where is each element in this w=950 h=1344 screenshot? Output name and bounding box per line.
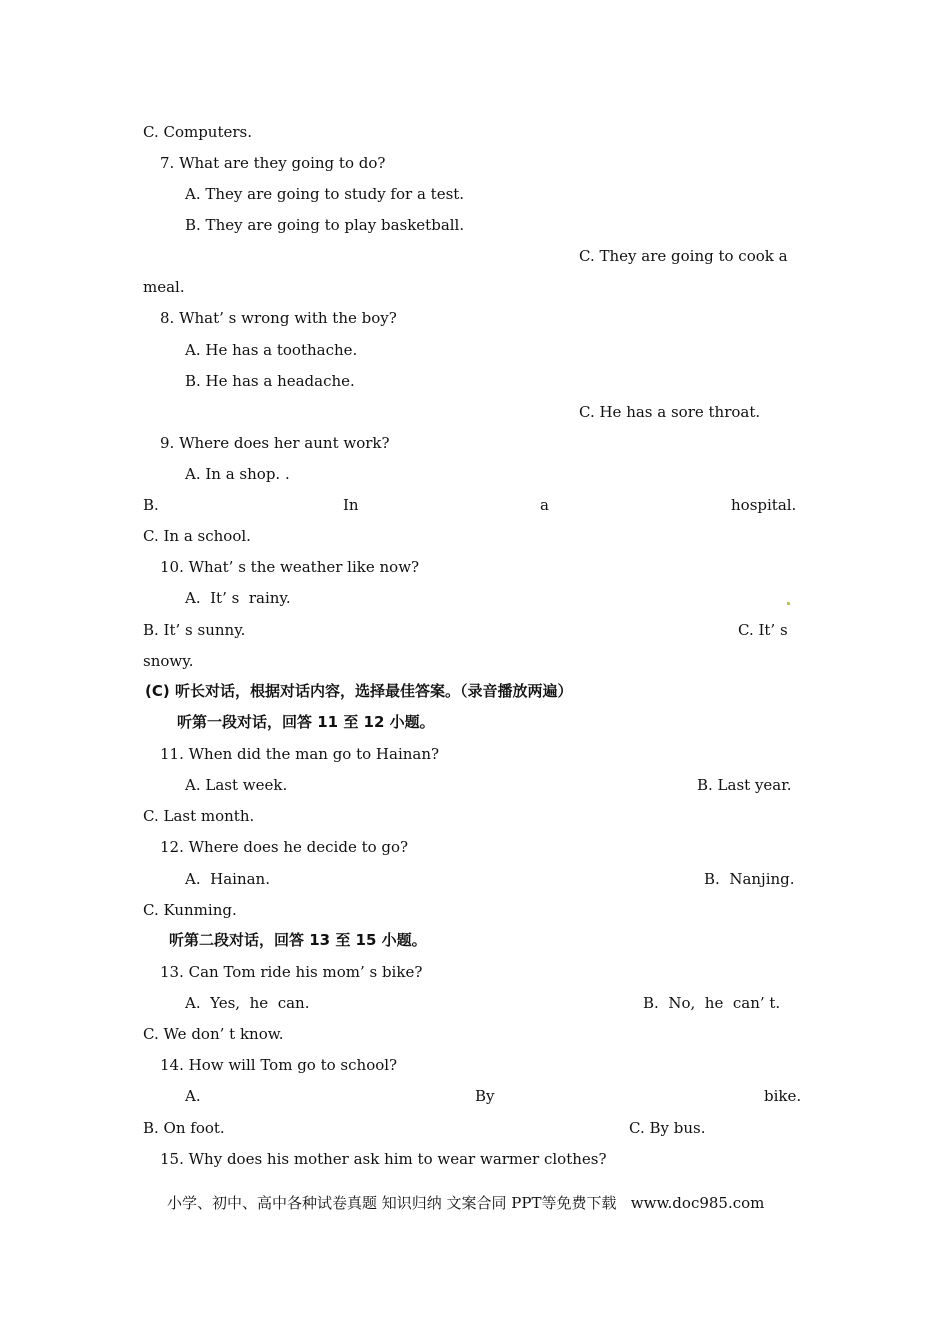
option-a: A. They are going to study for a test. — [185, 185, 465, 203]
option-b: B. It’ s sunny. — [143, 621, 246, 639]
option-b-label: B. — [143, 496, 159, 514]
option-c-continued: snowy. — [143, 652, 194, 670]
question-15: 15. Why does his mother ask him to wear warmer clothes? — [160, 1150, 607, 1168]
question-14: 14. How will Tom go to school? — [160, 1056, 398, 1074]
question-9: 9. Where does her aunt work? — [160, 434, 390, 452]
question-10: 10. What’ s the weather like now? — [160, 558, 420, 576]
dialogue-1-instruction: 听第一段对话，回答 11 至 12 小题。 — [177, 713, 435, 731]
stray-dot — [787, 602, 790, 605]
option-b-word: hospital. — [731, 496, 797, 514]
option-b: B. No, he can’ t. — [643, 994, 781, 1012]
option-a: A. He has a toothache. — [185, 341, 358, 359]
option-b: B. Nanjing. — [704, 870, 795, 888]
question-12: 12. Where does he decide to go? — [160, 838, 409, 856]
option-b-word: a — [540, 496, 549, 514]
option-c: C. It’ s — [738, 621, 788, 639]
option-c: C. In a school. — [143, 527, 251, 545]
option-a: A. Yes, he can. — [185, 994, 310, 1012]
option-a: A. Last week. — [185, 776, 288, 794]
option-c: C. Last month. — [143, 807, 255, 825]
option-a-word: bike. — [764, 1087, 802, 1105]
question-8: 8. What’ s wrong with the boy? — [160, 309, 397, 327]
option-c: C. They are going to cook a — [579, 247, 788, 265]
option-c: C. Computers. — [143, 123, 253, 141]
option-c: C. He has a sore throat. — [579, 403, 761, 421]
question-7: 7. What are they going to do? — [160, 154, 386, 172]
option-c: C. We don’ t know. — [143, 1025, 284, 1043]
option-c: C. Kunming. — [143, 901, 237, 919]
option-c-continued: meal. — [143, 278, 185, 296]
option-b: B. They are going to play basketball. — [185, 216, 465, 234]
option-a: A. It’ s rainy. — [185, 589, 291, 607]
section-c-heading: (C) 听长对话，根据对话内容，选择最佳答案。（录音播放两遍） — [145, 682, 573, 700]
option-a-word: By — [475, 1087, 495, 1105]
option-c: C. By bus. — [629, 1119, 706, 1137]
option-a: A. In a shop. . — [185, 465, 290, 483]
option-b: B. Last year. — [697, 776, 792, 794]
option-a: A. Hainan. — [185, 870, 270, 888]
question-11: 11. When did the man go to Hainan? — [160, 745, 440, 763]
question-13: 13. Can Tom ride his mom’ s bike? — [160, 963, 423, 981]
option-b-word: In — [343, 496, 359, 514]
option-b: B. He has a headache. — [185, 372, 355, 390]
page-footer: 小学、初中、高中各种试卷真题 知识归纳 文案合同 PPT等免费下载 www.doc985.com — [167, 1194, 765, 1212]
option-b: B. On foot. — [143, 1119, 225, 1137]
dialogue-2-instruction: 听第二段对话，回答 13 至 15 小题。 — [169, 931, 427, 949]
option-a-label: A. — [185, 1087, 201, 1105]
